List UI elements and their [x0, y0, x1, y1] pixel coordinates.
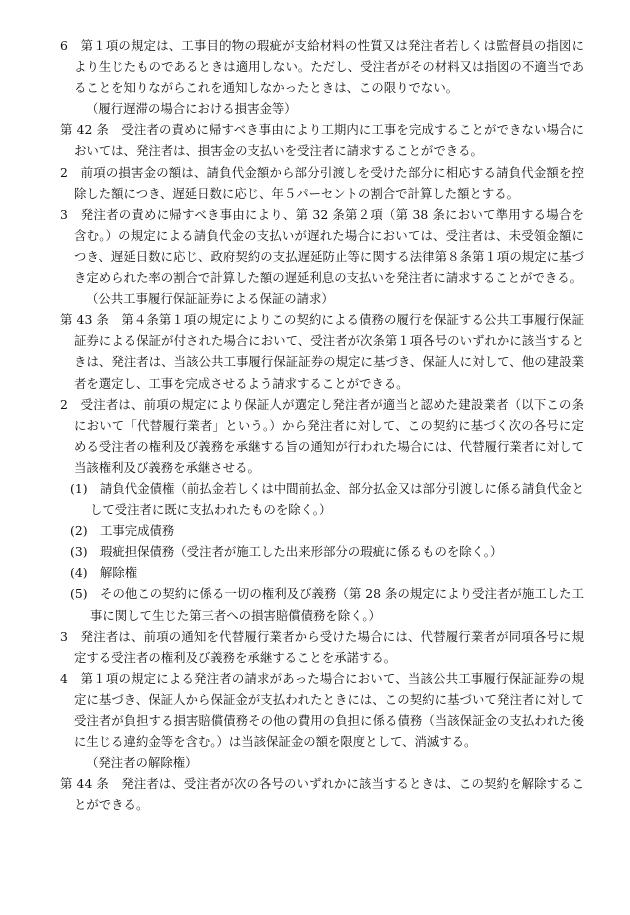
paragraph-42-2: 2 前項の損害金の額は、請負代金額から部分引渡しを受けた部分に相応する請負代金額を控除した額につき、遅延日数に応じ、年５パーセントの割合で計算した額とする。 [60, 164, 584, 201]
caption-article-44: （発注者の解除権） [86, 755, 198, 771]
item-43-2-3: (3) 瑕疵担保債務（受注者が施工した出来形部分の瑕疵に係るものを除く。） [70, 544, 503, 560]
caption-article-42: （履行遅滞の場合における損害金等） [86, 101, 297, 117]
paragraph-43-2: 2 受注者は、前項の規定により保証人が選定し発注者が適当と認めた建設業者（以下この条において「代替履行業者」という。）から発注者に対して、この契約に基づく次の各号に定める受注者の権利及び義務を承継する旨の通知が行われた場合には、代替履行業者に対して当該権利及び義務を承継させる。 [60, 396, 584, 475]
item-43-2-2: (2) 工事完成債務 [70, 523, 175, 539]
paragraph-42-3: 3 発注者の責めに帰すべき事由により、第 32 条第２項（第 38 条において準用する場合を含む。）の規定による請負代金の支払いが遅れた場合においては、受注者は、未受領金額につき、遅延日数に応じ、政府契約の支払遅延防止等に関する法律第８条第１項の規定に基づき定められた率の割合で計算した額の遅延利息の支払いを発注者に請求することができる。 [60, 206, 584, 286]
article-43: 第 43 条 第４条第１項の規定によりこの契約による債務の履行を保証する公共工事履行保証証券による保証が付された場合において、受注者が次条第１項各号のいずれかに該当するときは、発注者は、当該公共工事履行保証証券の規定に基づき、保証人に対して、他の建設業者を選定し、工事を完成させるよう請求することができる。 [60, 312, 584, 391]
item-43-2-4: (4) 解除権 [70, 565, 138, 581]
paragraph-43-3: 3 発注者は、前項の通知を代替履行業者から受けた場合には、代替履行業者が同項各号に規定する受注者の権利及び義務を承継することを承諾する。 [60, 628, 584, 665]
article-44: 第 44 条 発注者は、受注者が次の各号のいずれかに該当するときは、この契約を解除することができる。 [60, 776, 584, 813]
caption-article-43: （公共工事履行保証証券による保証の請求） [86, 291, 334, 307]
paragraph-41-6: 6 第１項の規定は、工事目的物の瑕疵が支給材料の性質又は発注者若しくは監督員の指図により生じたものであるときは適用しない。ただし、受注者がその材料又は指図の不適当であることを知りながらこれを通知しなかったときは、この限りでない。 [60, 38, 584, 96]
article-42: 第 42 条 受注者の責めに帰すべき事由により工期内に工事を完成することができない場合においては、発注者は、損害金の支払いを受注者に請求することができる。 [60, 122, 584, 159]
item-43-2-1: (1) 請負代金債権（前払金若しくは中間前払金、部分払金又は部分引渡しに係る請負代金として受注者に既に支払われたものを除く。） [70, 480, 584, 518]
paragraph-43-4: 4 第１項の規定による発注者の請求があった場合において、当該公共工事履行保証証券の規定に基づき、保証人から保証金が支払われたときには、この契約に基づいて発注者に対して受注者が負担する損害賠償債務その他の費用の負担に係る債務（当該保証金の支払われた後に生じる違約金等を含む。）は当該保証金の額を限度として、消滅する。 [60, 670, 584, 750]
item-43-2-5: (5) その他この契約に係る一切の権利及び義務（第 28 条の規定により受注者が施工した工事に関して生じた第三者への損害賠償債務を除く。） [70, 586, 584, 623]
